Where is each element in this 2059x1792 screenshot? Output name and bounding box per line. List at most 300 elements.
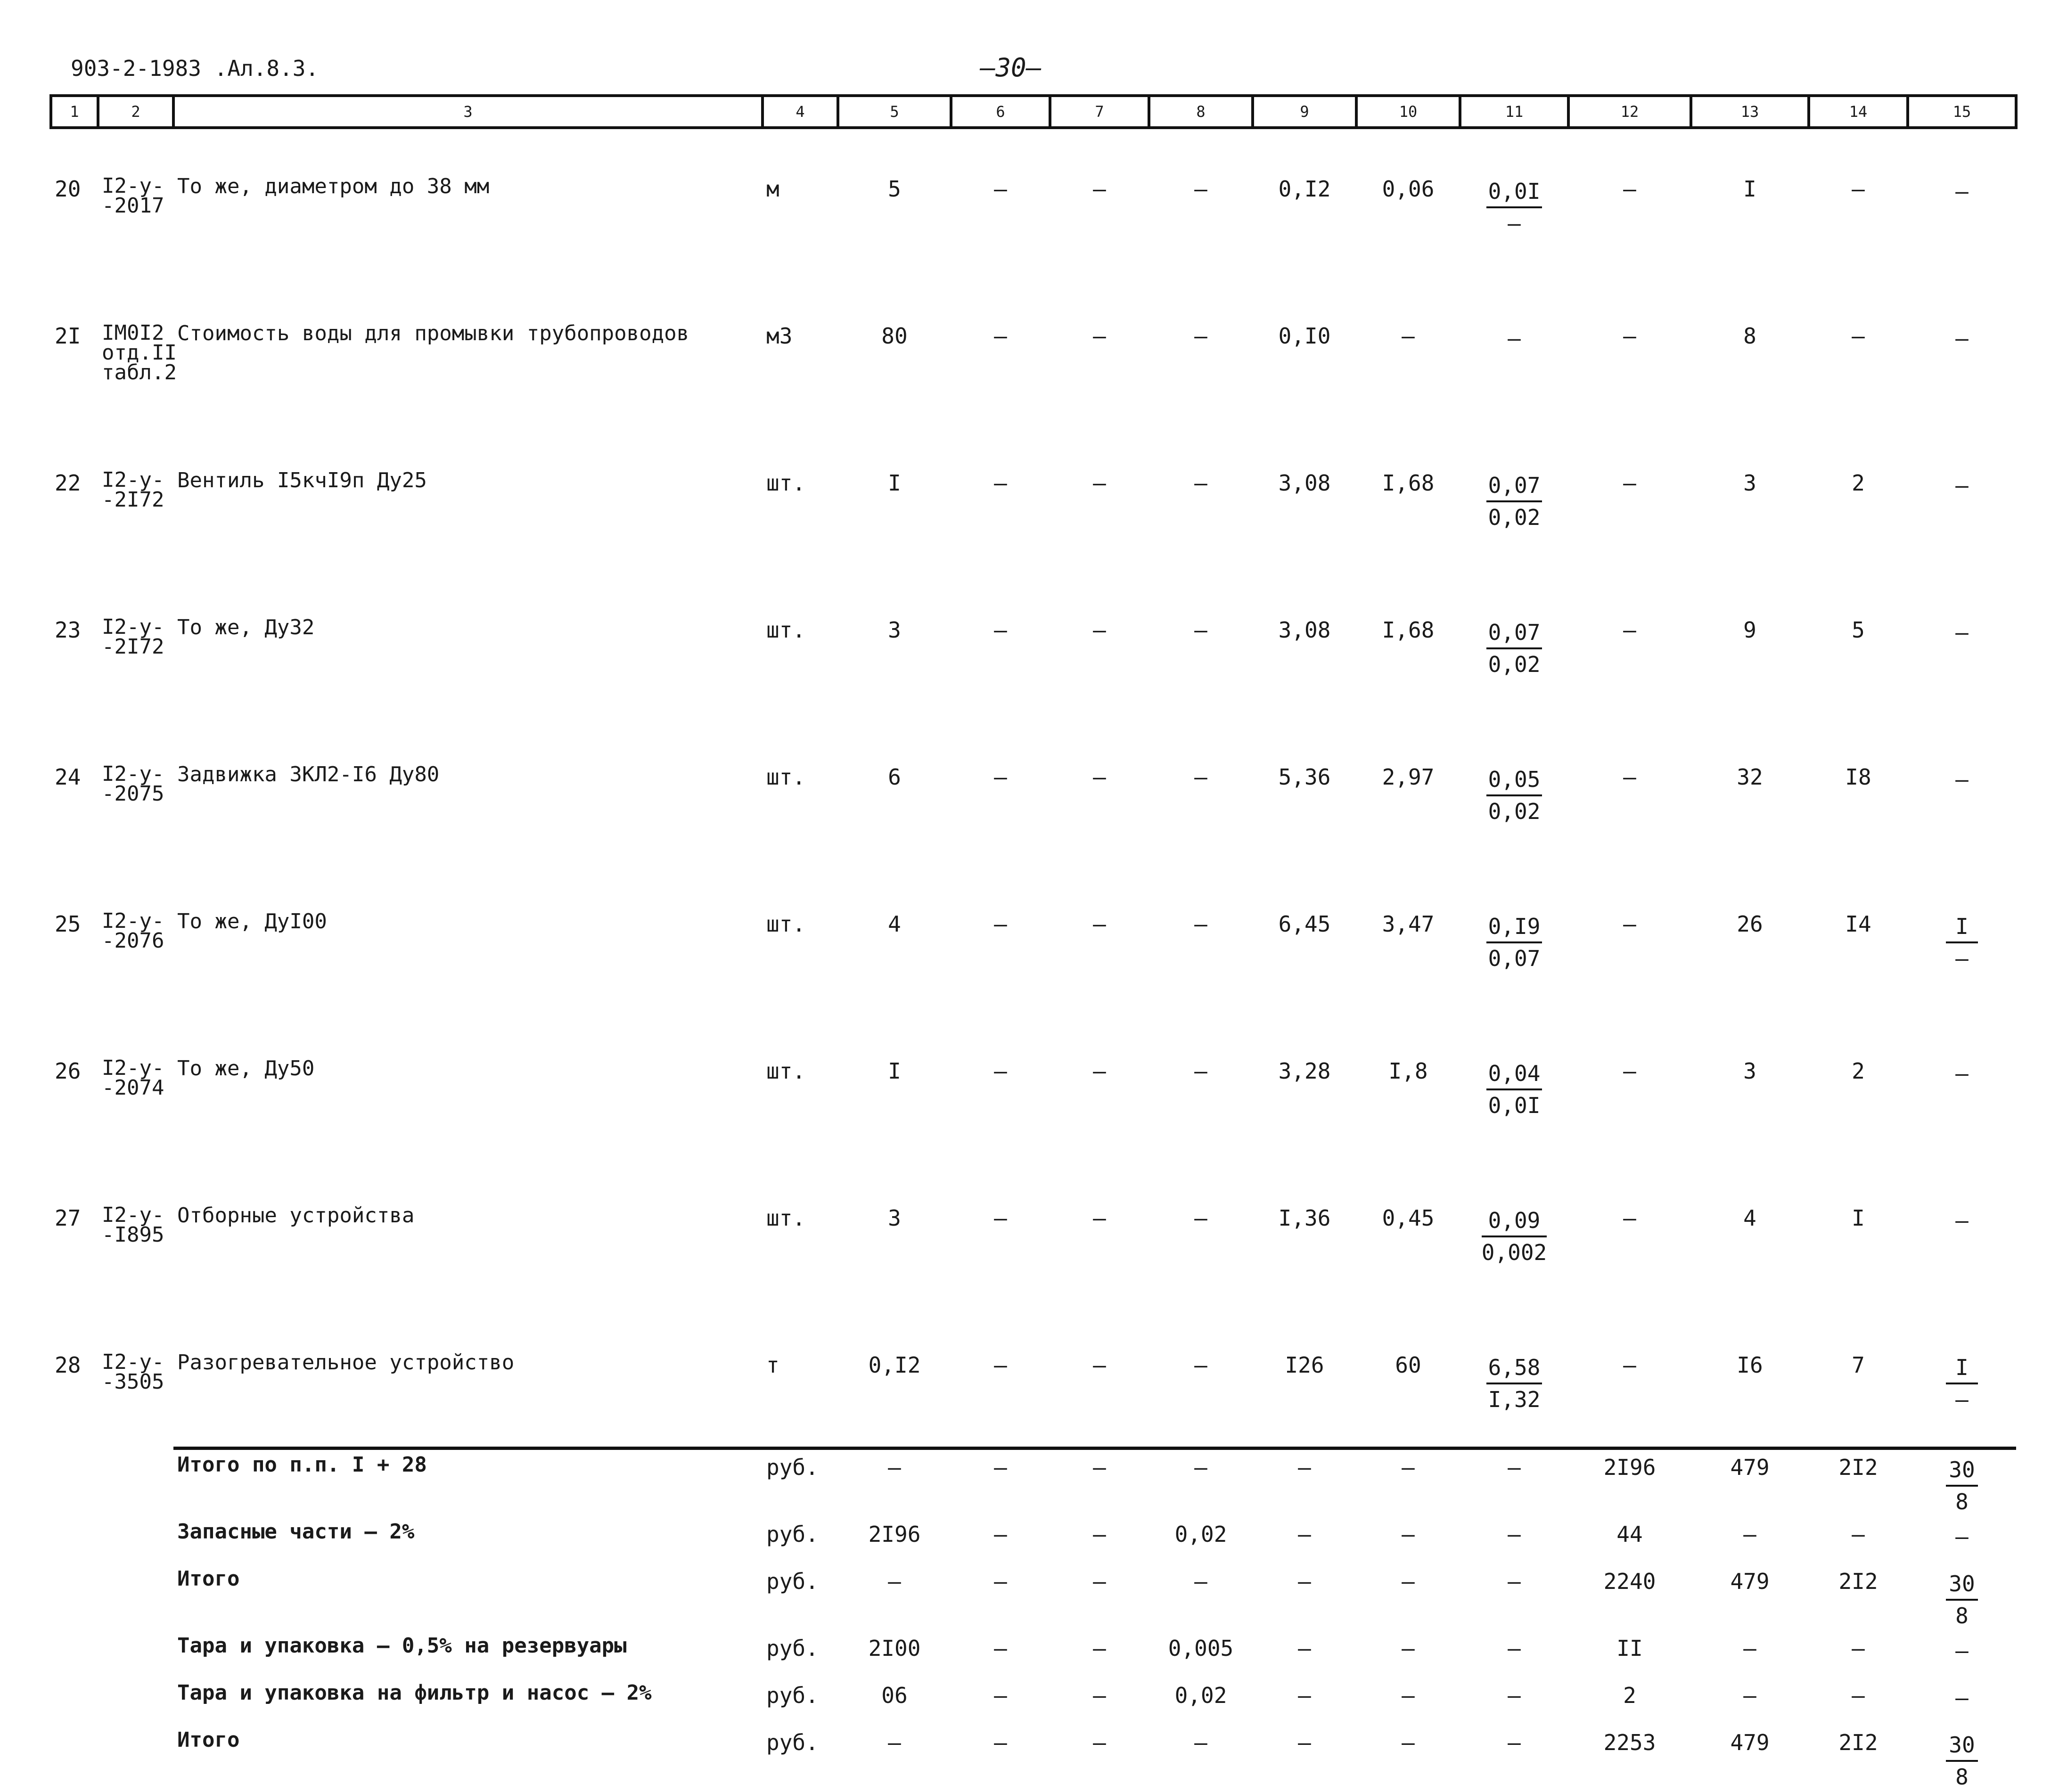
cell-c11-denominator: 0,0I xyxy=(1488,1093,1541,1118)
cell-c8: – xyxy=(1194,1455,1207,1480)
cell-c11-fraction xyxy=(1486,1352,1542,1415)
unit: руб. xyxy=(766,1522,819,1547)
column-header-9: 9 xyxy=(1253,96,1356,128)
cell-c13: I6 xyxy=(1737,1352,1763,1378)
empty-cell xyxy=(98,1450,173,1517)
cell-c14: 2 xyxy=(1852,1058,1865,1084)
row-number: 28 xyxy=(55,1352,81,1378)
cell-c11-denominator: 0,02 xyxy=(1488,505,1541,530)
cell-c9: – xyxy=(1298,1522,1311,1547)
cell-c7: – xyxy=(1093,323,1106,349)
cell-c6: – xyxy=(994,1455,1007,1480)
cell-c7: – xyxy=(1093,1522,1106,1547)
total-name: Итого xyxy=(177,1567,240,1591)
cell-c10: – xyxy=(1402,1455,1415,1480)
cell-c11-numerator: 0,0I xyxy=(1486,176,1542,208)
cell-c11 xyxy=(1460,859,1568,1006)
cell-c12: – xyxy=(1623,1205,1636,1231)
unit: руб. xyxy=(766,1636,819,1661)
cell-c7: – xyxy=(1093,1636,1106,1661)
cell-c11-denominator: 0,02 xyxy=(1488,652,1541,677)
cell-c12: 2I96 xyxy=(1603,1455,1656,1480)
cell-c6: – xyxy=(994,1058,1007,1084)
item-name: То же, Ду50 xyxy=(177,1056,315,1080)
cell-c6: – xyxy=(994,1569,1007,1594)
cell-c15 xyxy=(1908,712,2016,859)
cell-c15-numerator: – xyxy=(1955,1638,1969,1663)
cell-c15 xyxy=(1908,1153,2016,1300)
cell-c12: – xyxy=(1623,323,1636,349)
price-code: I2-у- -3505 xyxy=(102,1350,164,1394)
cell-c15-numerator: – xyxy=(1955,767,1969,792)
cell-c11-denominator: I,32 xyxy=(1488,1387,1541,1412)
cell-c10: – xyxy=(1402,1683,1415,1708)
row-number: 2I xyxy=(55,323,81,349)
row-number: 20 xyxy=(55,176,81,202)
cell-c8: – xyxy=(1194,176,1207,202)
cell-c11: – xyxy=(1508,1636,1521,1661)
table-row xyxy=(51,712,2016,859)
empty-cell xyxy=(98,1631,173,1678)
cell-c15-fraction xyxy=(1946,1569,1978,1631)
cell-c15-fraction xyxy=(1946,1352,1978,1415)
cell-c7: – xyxy=(1093,764,1106,790)
table-row xyxy=(51,417,2016,565)
cell-c15-fraction xyxy=(1946,911,1978,974)
cell-c10: 2,97 xyxy=(1382,764,1435,790)
cell-c14: 7 xyxy=(1852,1352,1865,1378)
quantity: 4 xyxy=(888,911,901,937)
cell-c6: – xyxy=(994,1205,1007,1231)
price-code: I2-у- -2I72 xyxy=(102,615,164,659)
unit: руб. xyxy=(766,1730,819,1755)
document-code: 903-2-1983 .Ал.8.3. xyxy=(71,56,319,81)
cell-c11-numerator: – xyxy=(1508,326,1521,351)
cell-c15-denominator: – xyxy=(1955,1387,1969,1412)
cell-c11-numerator: 0,04 xyxy=(1486,1058,1542,1090)
cell-c15-fraction xyxy=(1946,1683,1978,1713)
cell-c15-fraction xyxy=(1946,1455,1978,1517)
cell-c14: I8 xyxy=(1845,764,1871,790)
cell-c10: I,68 xyxy=(1382,470,1435,496)
cell-c8: – xyxy=(1194,323,1207,349)
empty-cell xyxy=(51,1631,98,1678)
unit: шт. xyxy=(766,617,806,643)
column-header-11: 11 xyxy=(1460,96,1568,128)
cell-c11-fraction xyxy=(1486,764,1542,826)
cell-c11-fraction xyxy=(1486,176,1542,238)
cell-c15-fraction xyxy=(1946,1522,1978,1552)
cell-c13: – xyxy=(1743,1636,1756,1661)
column-header-15: 15 xyxy=(1908,96,2016,128)
cell-c10: 0,45 xyxy=(1382,1205,1435,1231)
cell-c9: 6,45 xyxy=(1278,911,1331,937)
cell-c13: 479 xyxy=(1730,1730,1770,1755)
quantity: 5 xyxy=(888,176,901,202)
total-row xyxy=(51,1631,2016,1678)
cell-c8: – xyxy=(1194,470,1207,496)
cell-c11 xyxy=(1460,128,1568,270)
cell-c9: 3,08 xyxy=(1278,470,1331,496)
cell-c6: – xyxy=(994,1522,1007,1547)
column-header-5: 5 xyxy=(838,96,951,128)
column-header-7: 7 xyxy=(1050,96,1149,128)
cell-c8: – xyxy=(1194,1205,1207,1231)
cell-c12: 44 xyxy=(1616,1522,1643,1547)
empty-cell xyxy=(51,1517,98,1564)
cell-c11 xyxy=(1460,1006,1568,1153)
cell-c9: 0,I0 xyxy=(1278,323,1331,349)
cell-c11-fraction xyxy=(1498,323,1530,353)
cell-c11: – xyxy=(1508,1522,1521,1547)
cell-c11 xyxy=(1460,270,1568,417)
cell-c15-numerator: 30 xyxy=(1946,1455,1978,1487)
total-row xyxy=(51,1517,2016,1564)
cell-c15-fraction xyxy=(1946,1730,1978,1792)
empty-cell xyxy=(51,1725,98,1792)
empty-cell xyxy=(98,1678,173,1725)
column-header-12: 12 xyxy=(1568,96,1691,128)
cell-c11-fraction xyxy=(1482,1205,1547,1268)
cell-c11-numerator: 0,05 xyxy=(1486,764,1542,796)
cell-c9: 0,I2 xyxy=(1278,176,1331,202)
cell-c11-fraction xyxy=(1486,911,1542,974)
cell-c15-fraction xyxy=(1946,1058,1978,1088)
cell-c11 xyxy=(1460,417,1568,565)
cell-c12: – xyxy=(1623,176,1636,202)
row-number: 23 xyxy=(55,617,81,643)
cell-c15-numerator: – xyxy=(1955,1208,1969,1233)
quantity: 3 xyxy=(888,617,901,643)
cell-c15-numerator: – xyxy=(1955,179,1969,204)
cell-c11-numerator: 0,07 xyxy=(1486,617,1542,649)
item-name: Разогревательное устройство xyxy=(177,1350,515,1375)
cell-c12: – xyxy=(1623,470,1636,496)
cell-c12: 2 xyxy=(1623,1683,1636,1708)
cell-c9: 3,08 xyxy=(1278,617,1331,643)
total-name: Тара и упаковка на фильтр и насос – 2% xyxy=(177,1681,652,1705)
item-name: Отборные устройства xyxy=(177,1203,415,1227)
cell-c7: – xyxy=(1093,1058,1106,1084)
cell-c15 xyxy=(1908,1631,2016,1678)
cell-c15 xyxy=(1908,128,2016,270)
cell-c13: 3 xyxy=(1743,1058,1756,1084)
empty-cell xyxy=(98,1725,173,1792)
column-header-2: 2 xyxy=(98,96,173,128)
cell-c13: 32 xyxy=(1737,764,1763,790)
cell-c15-fraction xyxy=(1946,764,1978,794)
cell-c15-numerator: – xyxy=(1955,1061,1969,1086)
cell-c11: – xyxy=(1508,1455,1521,1480)
total-name: Итого xyxy=(177,1728,240,1752)
total-row xyxy=(51,1725,2016,1792)
quantity: 2I96 xyxy=(868,1522,921,1547)
quantity: 6 xyxy=(888,764,901,790)
cell-c6: – xyxy=(994,470,1007,496)
cell-c6: – xyxy=(994,1352,1007,1378)
empty-cell xyxy=(98,1517,173,1564)
cell-c11 xyxy=(1460,712,1568,859)
price-code: I2-у- -2076 xyxy=(102,909,164,953)
item-name: То же, диаметром до 38 мм xyxy=(177,174,490,198)
cell-c14: I4 xyxy=(1845,911,1871,937)
cell-c8: 0,02 xyxy=(1174,1522,1227,1547)
price-code: I2-у- -2074 xyxy=(102,1056,164,1100)
cell-c15-fraction xyxy=(1946,470,1978,500)
cell-c13: 479 xyxy=(1730,1569,1770,1594)
cell-c10: – xyxy=(1402,323,1415,349)
cell-c15-fraction xyxy=(1946,1205,1978,1236)
cell-c15-fraction xyxy=(1946,617,1978,647)
cell-c15 xyxy=(1908,1517,2016,1564)
cell-c14: 2I2 xyxy=(1838,1455,1878,1480)
cell-c11 xyxy=(1460,1300,1568,1448)
cell-c9: I,36 xyxy=(1278,1205,1331,1231)
column-header-10: 10 xyxy=(1356,96,1460,128)
cell-c13: 4 xyxy=(1743,1205,1756,1231)
cell-c12: – xyxy=(1623,1058,1636,1084)
cell-c10: I,68 xyxy=(1382,617,1435,643)
cell-c15-numerator: – xyxy=(1955,473,1969,498)
cell-c15 xyxy=(1908,270,2016,417)
cell-c6: – xyxy=(994,617,1007,643)
cell-c11: – xyxy=(1508,1730,1521,1755)
cell-c12: II xyxy=(1616,1636,1643,1661)
cell-c8: 0,02 xyxy=(1174,1683,1227,1708)
cell-c11-numerator: 0,09 xyxy=(1482,1205,1547,1237)
cell-c12: – xyxy=(1623,617,1636,643)
cell-c14: I xyxy=(1852,1205,1865,1231)
cell-c15-numerator: I xyxy=(1946,1352,1978,1384)
empty-cell xyxy=(98,1564,173,1631)
cell-c9: 5,36 xyxy=(1278,764,1331,790)
cell-c13: 26 xyxy=(1737,911,1763,937)
item-name: Стоимость воды для промывки трубопроводов xyxy=(177,321,689,345)
cell-c15-numerator: – xyxy=(1955,1685,1969,1710)
cell-c12: – xyxy=(1623,911,1636,937)
total-name: Тара и упаковка – 0,5% на резервуары xyxy=(177,1634,627,1658)
table-body xyxy=(51,128,2016,1792)
cell-c15 xyxy=(1908,1450,2016,1517)
unit: шт. xyxy=(766,911,806,937)
cell-c7: – xyxy=(1093,1683,1106,1708)
cell-c15-numerator: 30 xyxy=(1946,1730,1978,1762)
price-code: I2-у- -I895 xyxy=(102,1203,164,1247)
cell-c10: – xyxy=(1402,1636,1415,1661)
cell-c6: – xyxy=(994,911,1007,937)
cell-c10: I,8 xyxy=(1388,1058,1428,1084)
cell-c9: – xyxy=(1298,1683,1311,1708)
cell-c6: – xyxy=(994,176,1007,202)
cell-c8: 0,005 xyxy=(1168,1636,1234,1661)
row-number: 25 xyxy=(55,911,81,937)
cell-c14: – xyxy=(1852,1636,1865,1661)
quantity: 3 xyxy=(888,1205,901,1231)
empty-cell xyxy=(51,1564,98,1631)
cell-c11: – xyxy=(1508,1683,1521,1708)
cell-c9: I26 xyxy=(1285,1352,1324,1378)
cell-c15 xyxy=(1908,565,2016,712)
cell-c15 xyxy=(1908,1006,2016,1153)
cell-c8: – xyxy=(1194,1058,1207,1084)
cell-c7: – xyxy=(1093,1352,1106,1378)
column-header-3: 3 xyxy=(173,96,763,128)
cell-c7: – xyxy=(1093,1730,1106,1755)
total-row xyxy=(51,1564,2016,1631)
cell-c14: 5 xyxy=(1852,617,1865,643)
cell-c11-denominator: 0,002 xyxy=(1481,1240,1547,1265)
cell-c8: – xyxy=(1194,764,1207,790)
cell-c14: – xyxy=(1852,323,1865,349)
cell-c15 xyxy=(1908,417,2016,565)
column-header-4: 4 xyxy=(763,96,838,128)
cell-c14: 2 xyxy=(1852,470,1865,496)
cell-c15 xyxy=(1908,859,2016,1006)
quantity: I xyxy=(888,470,901,496)
cell-c9: – xyxy=(1298,1569,1311,1594)
table-row xyxy=(51,1006,2016,1153)
cell-c15-numerator: – xyxy=(1955,1524,1969,1549)
price-code: I2-у- -2017 xyxy=(102,174,164,218)
quantity: 0,I2 xyxy=(868,1352,921,1378)
cell-c6: – xyxy=(994,1683,1007,1708)
cell-c11 xyxy=(1460,1153,1568,1300)
row-number: 26 xyxy=(55,1058,81,1084)
cell-c15 xyxy=(1908,1678,2016,1725)
cell-c11-denominator: – xyxy=(1508,211,1521,236)
cell-c7: – xyxy=(1093,911,1106,937)
cell-c10: – xyxy=(1402,1730,1415,1755)
item-name: Вентиль I5кчI9п Ду25 xyxy=(177,468,427,492)
cell-c7: – xyxy=(1093,1569,1106,1594)
cell-c12: – xyxy=(1623,1352,1636,1378)
quantity: 2I00 xyxy=(868,1636,921,1661)
table-row xyxy=(51,128,2016,270)
unit: руб. xyxy=(766,1569,819,1594)
cell-c11-numerator: 0,I9 xyxy=(1486,911,1542,943)
unit: т xyxy=(766,1352,779,1378)
cell-c7: – xyxy=(1093,1205,1106,1231)
unit: руб. xyxy=(766,1455,819,1480)
item-name: То же, Ду32 xyxy=(177,615,315,639)
unit: шт. xyxy=(766,764,806,790)
cell-c13: – xyxy=(1743,1522,1756,1547)
cell-c11-numerator: 0,07 xyxy=(1486,470,1542,502)
quantity: – xyxy=(888,1455,901,1480)
cell-c13: – xyxy=(1743,1683,1756,1708)
cell-c10: – xyxy=(1402,1522,1415,1547)
cell-c10: – xyxy=(1402,1569,1415,1594)
cell-c13: I xyxy=(1743,176,1756,202)
cell-c6: – xyxy=(994,1730,1007,1755)
column-header-14: 14 xyxy=(1809,96,1908,128)
table-row xyxy=(51,565,2016,712)
cell-c15-numerator: I xyxy=(1946,911,1978,943)
column-header-8: 8 xyxy=(1149,96,1253,128)
cell-c8: – xyxy=(1194,911,1207,937)
cell-c8: – xyxy=(1194,1730,1207,1755)
table-row xyxy=(51,270,2016,417)
row-number: 22 xyxy=(55,470,81,496)
unit: м xyxy=(766,176,779,202)
cell-c11-numerator: 6,58 xyxy=(1486,1352,1542,1384)
cell-c6: – xyxy=(994,323,1007,349)
price-code: I2-у- -2075 xyxy=(102,762,164,806)
cell-c9: – xyxy=(1298,1730,1311,1755)
table-row xyxy=(51,1153,2016,1300)
cell-c15 xyxy=(1908,1564,2016,1631)
column-header-6: 6 xyxy=(951,96,1050,128)
quantity: I xyxy=(888,1058,901,1084)
cell-c15-denominator: 8 xyxy=(1955,1489,1969,1514)
unit: шт. xyxy=(766,1058,806,1084)
price-code: I2-у- -2I72 xyxy=(102,468,164,512)
cell-c15-fraction xyxy=(1946,1636,1978,1666)
unit: шт. xyxy=(766,470,806,496)
row-number: 27 xyxy=(55,1205,81,1231)
cell-c13: 8 xyxy=(1743,323,1756,349)
quantity: 80 xyxy=(881,323,908,349)
cell-c14: – xyxy=(1852,1522,1865,1547)
page-number: — 30 — xyxy=(980,53,1042,82)
empty-cell xyxy=(51,1678,98,1725)
cell-c6: – xyxy=(994,1636,1007,1661)
cell-c8: – xyxy=(1194,1352,1207,1378)
column-header-13: 13 xyxy=(1691,96,1809,128)
cell-c11: – xyxy=(1508,1569,1521,1594)
cell-c9: – xyxy=(1298,1636,1311,1661)
cell-c7: – xyxy=(1093,470,1106,496)
cell-c12: – xyxy=(1623,764,1636,790)
price-code: IМ0I2 отд.II табл.2 xyxy=(102,321,177,385)
cell-c11-fraction xyxy=(1486,1058,1542,1121)
cell-c10: 60 xyxy=(1395,1352,1421,1378)
cell-c14: 2I2 xyxy=(1838,1730,1878,1755)
cell-c8: – xyxy=(1194,1569,1207,1594)
estimate-table xyxy=(49,94,2018,1792)
total-name: Запасные части – 2% xyxy=(177,1520,415,1544)
cell-c14: 2I2 xyxy=(1838,1569,1878,1594)
cell-c15-numerator: – xyxy=(1955,620,1969,645)
cell-c12: 2253 xyxy=(1603,1730,1656,1755)
cell-c11 xyxy=(1460,565,1568,712)
cell-c9: 3,28 xyxy=(1278,1058,1331,1084)
cell-c14: – xyxy=(1852,176,1865,202)
total-name: Итого по п.п. I + 28 xyxy=(177,1453,427,1477)
item-name: То же, ДуI00 xyxy=(177,909,327,933)
table-row xyxy=(51,1300,2016,1448)
quantity: – xyxy=(888,1730,901,1755)
cell-c11-fraction xyxy=(1486,470,1542,532)
unit: шт. xyxy=(766,1205,806,1231)
cell-c15-denominator: 8 xyxy=(1955,1764,1969,1790)
cell-c15-numerator: – xyxy=(1955,326,1969,351)
column-header-row xyxy=(51,96,2016,128)
table-row xyxy=(51,859,2016,1006)
cell-c7: – xyxy=(1093,617,1106,643)
cell-c13: 3 xyxy=(1743,470,1756,496)
cell-c15-fraction xyxy=(1946,323,1978,353)
cell-c10: 0,06 xyxy=(1382,176,1435,202)
item-name: Задвижка ЗКЛ2-I6 Ду80 xyxy=(177,762,440,786)
cell-c13: 479 xyxy=(1730,1455,1770,1480)
unit: руб. xyxy=(766,1683,819,1708)
cell-c15 xyxy=(1908,1725,2016,1792)
cell-c10: 3,47 xyxy=(1382,911,1435,937)
cell-c6: – xyxy=(994,764,1007,790)
quantity: – xyxy=(888,1569,901,1594)
cell-c8: – xyxy=(1194,617,1207,643)
